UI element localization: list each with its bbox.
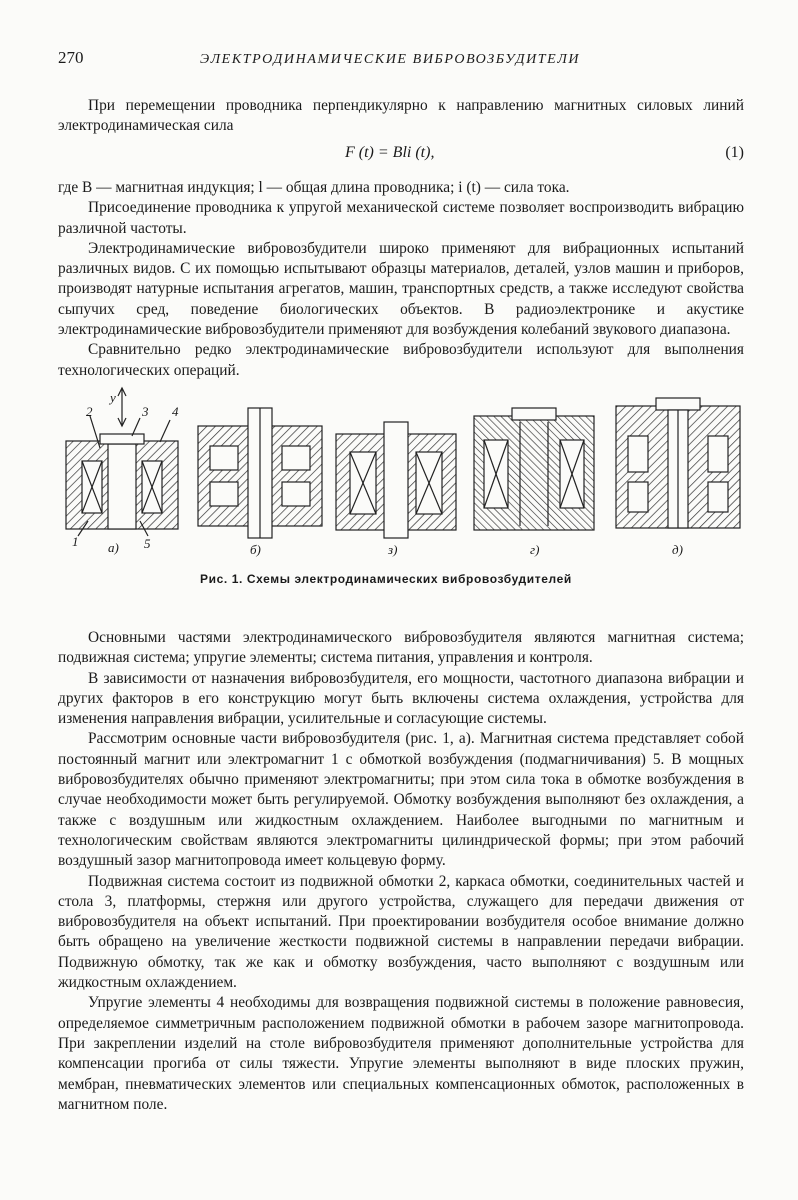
paragraph: В зависимости от назначения вибровозбудителя, его мощности, частотного диапазона вибрации и других факторов в его конструкцию могут быть включены система охлаждения, устройства для изменения направления вибрации, усилительные и согласующие системы. [58,669,744,728]
formula-number: (1) [725,144,744,161]
axis-label-y: y [110,390,116,405]
paragraph: где B — магнитная индукция; l — общая длина проводника; i (t) — сила тока. [58,179,570,196]
paragraph: Сравнительно редко электродинамические вибровозбудители используют для выполнения технологических операций. [58,341,744,379]
panel-a-drawing [66,388,178,536]
panel-g-drawing [474,408,594,530]
figure-vibrator-schemes [60,386,750,566]
panel-v-drawing [336,422,456,538]
paragraph: Электродинамические вибровозбудители широко применяют для вибрационных испытаний различных видов. С их помощью испытывают образцы материалов, деталей, узлов машин и приборов, производят натурные испытания агрегатов, машин, транспортных средств, а также исследуют свойства сыпучих сред, поведение биологических объектов. В радиоэлектронике и акустике электродинамические вибровозбудители применяют для возбуждения колебаний звукового диапазона. [58,239,744,339]
formula-expression: F (t) = Bli (t), [345,144,435,161]
formula [58,144,744,166]
paragraph: Присоединение проводника к упругой механической системе позволяет воспроизводить вибрацию различной частоты. [58,199,744,237]
paragraph: Упругие элементы 4 необходимы для возвращения подвижной системы в положение равновесия, определяемое симметричным расположением подвижной обмотки в рабочем зазоре магнитопровода. При закреплении изделий на столе вибровозбудителя применяют дополнительные устройства для компенсации прогиба от силы тяжести. Упругие элементы выполняют в виде плоских пружин, мембран, пневматических элементов или специальных компенсационных обмоток, расположенных в магнитном поле. [58,994,744,1113]
callout-3: 3 [142,404,149,419]
panel-d-drawing [616,398,740,528]
paragraph: Подвижная система состоит из подвижной обмотки 2, каркаса обмотки, соединительных частей и стола 3, платформы, стержня или другого устройства, служащего для передачи движения от вибровозбудителя на объект испытаний. При проектировании возбудителя особое внимание должно быть обращено на увеличение жесткости подвижной системы в направлении передачи вибрации. Подвижную обмотку, так же как и обмотку возбуждения, часто выполняют с воздушным или жидкостным охлаждением. [58,872,744,992]
text-block-1 [58,178,744,381]
panel-label-d: д) [672,542,683,557]
running-head: ЭЛЕКТРОДИНАМИЧЕСКИЕ ВИБРОВОЗБУДИТЕЛИ [200,52,581,67]
paragraph: Основными частями электродинамического вибровозбудителя являются магнитная система; подвижная система; упругие элементы; система питания, управления и контроля. [58,629,744,667]
panel-label-v: з) [388,542,398,557]
text-block-2 [58,628,744,1115]
callout-4: 4 [172,404,179,419]
panel-label-a: а) [108,540,119,555]
callout-1: 1 [72,534,79,549]
panel-label-b: б) [250,542,261,557]
paragraph: При перемещении проводника перпендикулярно к направлению магнитных силовых линий электродинамическая сила [58,97,744,135]
panel-b-drawing [198,408,322,538]
page-number: 270 [58,48,84,67]
panel-label-g: г) [530,542,540,557]
callout-5: 5 [144,536,151,551]
paragraph: Рассмотрим основные части вибровозбудителя (рис. 1, а). Магнитная система представляет собой постоянный магнит или электромагнит 1 с обмоткой возбуждения (подмагничивания) 5. В мощных вибровозбудителях обычно применяют электромагниты; при этом сила тока в обмотке возбуждения в случае необходимости может быть регулируемой. Обмотку возбуждения выполняют без охлаждения, а также с воздушным или жидкостным охлаждением. Наиболее выгодными по магнитным и технологическим свойствам являются электромагниты цилиндрической формы; при этом рабочий воздушный зазор магнитопровода имеет кольцевую форму. [58,730,744,870]
callout-2: 2 [86,404,93,419]
intro-block [58,96,744,137]
figure-caption: Рис. 1. Схемы электродинамических вибровозбудителей [200,572,572,586]
figure-drawing [60,386,750,566]
